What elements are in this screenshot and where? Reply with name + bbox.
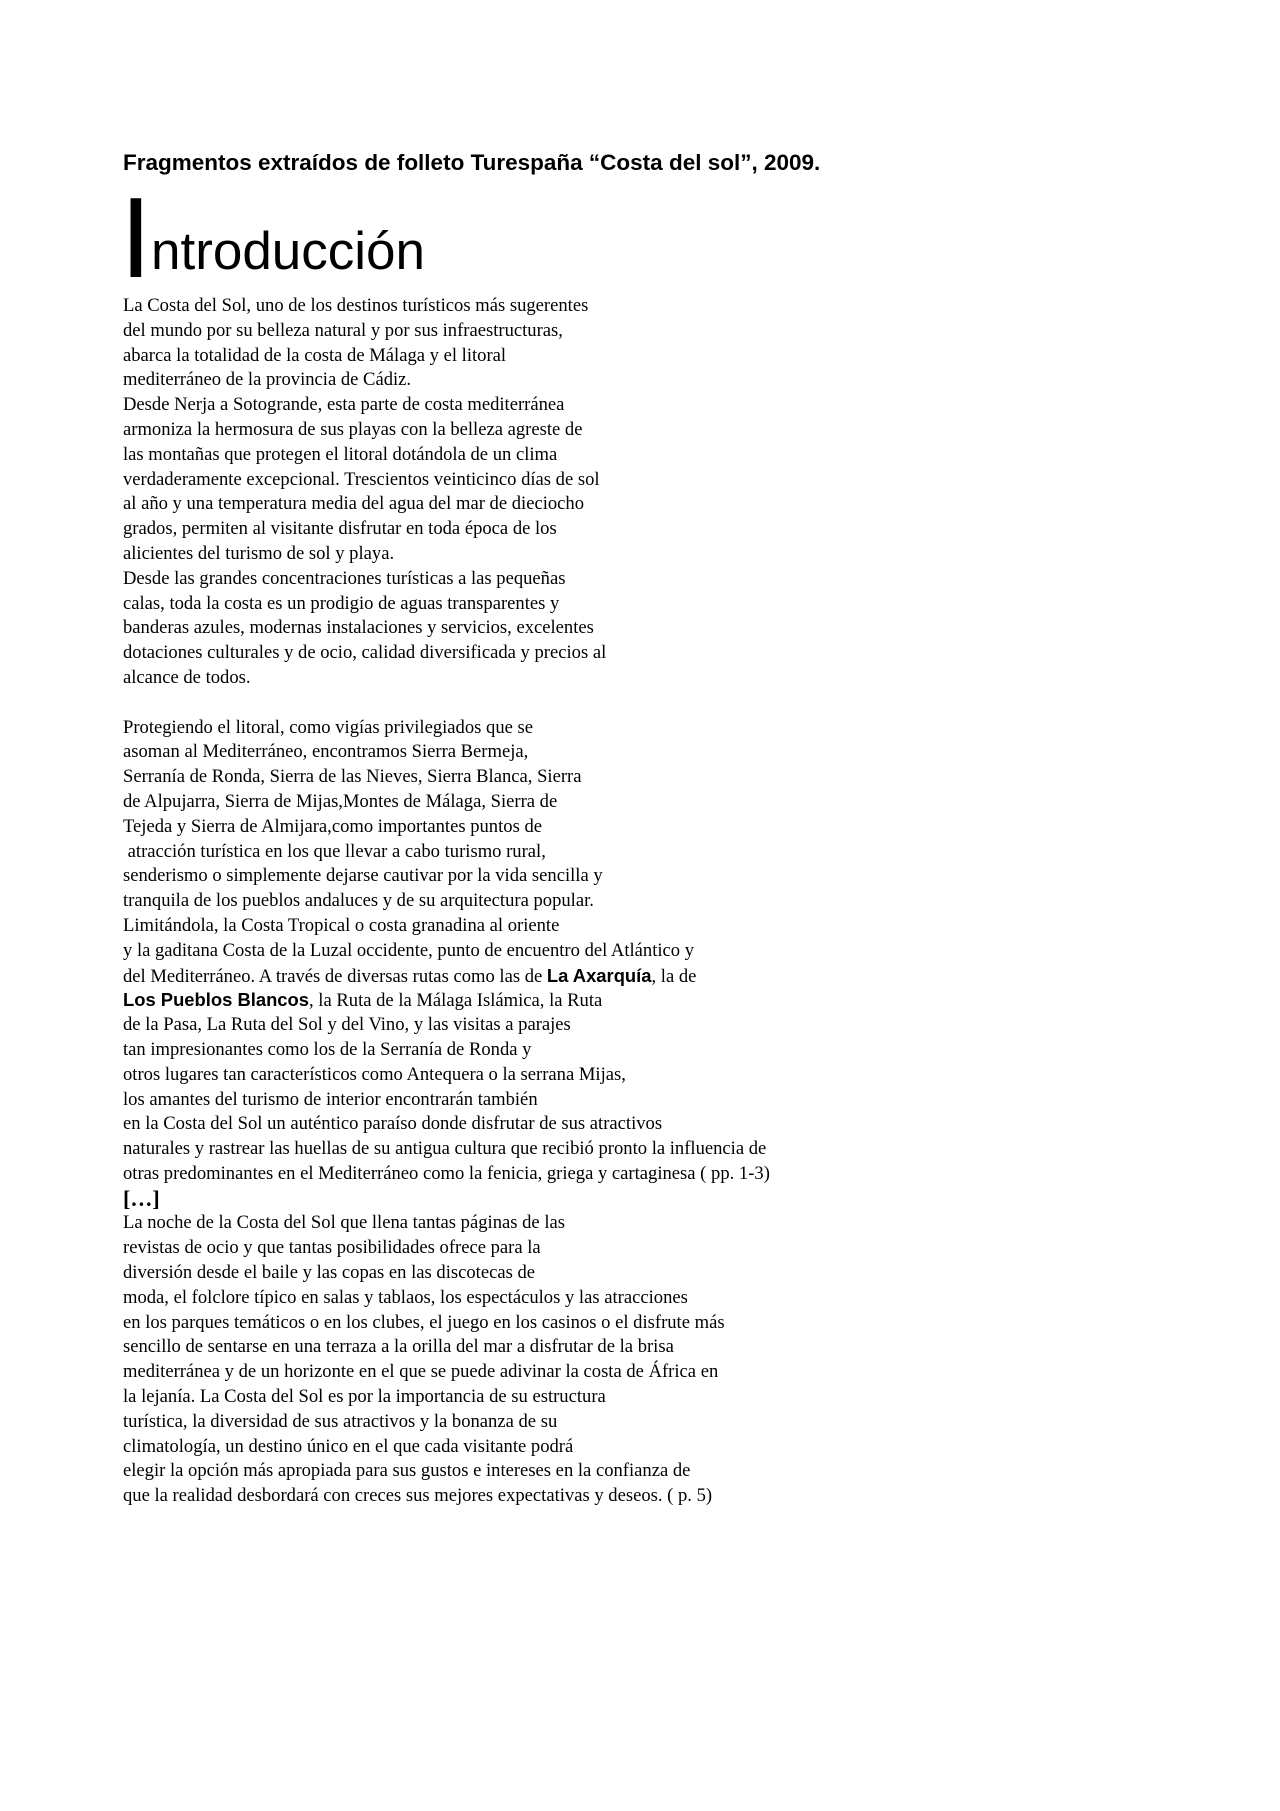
text-line: verdaderamente excepcional. Trescientos veinticinco días de sol (123, 468, 600, 490)
paragraph-gap (123, 691, 1123, 716)
text-line: calas, toda la costa es un prodigio de aguas transparentes y (123, 592, 560, 614)
text-line: los amantes del turismo de interior encontrarán también (123, 1088, 538, 1110)
route-pueblos-blancos: Los Pueblos Blancos (123, 989, 309, 1011)
text-line: climatología, un destino único en el que cada visitante podrá (123, 1435, 574, 1457)
line-pueblos-post: , la Ruta de la Málaga Islámica, la Ruta (309, 990, 603, 1012)
line-axarquia (123, 964, 1123, 989)
text-line: elegir la opción más apropiada para sus gustos e intereses en la confianza de (123, 1460, 691, 1482)
text-line: asoman al Mediterráneo, encontramos Sierra Bermeja, (123, 741, 529, 763)
line-axarquia-post: , la de (651, 965, 697, 987)
text-line: la lejanía. La Costa del Sol es por la importancia de su estructura (123, 1386, 606, 1408)
text-line: mediterránea y de un horizonte en el que se puede adivinar la costa de África en (123, 1361, 719, 1383)
paragraph-2-end (123, 1013, 1123, 1187)
text-line: en los parques temáticos o en los clubes, el juego en los casinos o el disfrute más (123, 1311, 725, 1333)
text-line: otras predominantes en el Mediterráneo como la fenicia, griega y cartaginesa ( pp. 1-3) (123, 1162, 770, 1184)
text-line: naturales y rastrear las huellas de su antigua cultura que recibió pronto la influencia de (123, 1138, 767, 1160)
text-line: de la Pasa, La Ruta del Sol y del Vino, y las visitas a parajes (123, 1014, 571, 1036)
text-line: abarca la totalidad de la costa de Málaga y el litoral (123, 344, 507, 366)
text-line: alcance de todos. (123, 666, 251, 688)
ellipsis: […] (123, 1185, 160, 1211)
text-line: tranquila de los pueblos andaluces y de su arquitectura popular. (123, 890, 594, 912)
text-line: Protegiendo el litoral, como vigías privilegiados que se (123, 716, 534, 738)
text-line: Limitándola, la Costa Tropical o costa granadina al oriente (123, 914, 560, 936)
text-line: revistas de ocio y que tantas posibilidades ofrece para la (123, 1237, 541, 1259)
line-pueblos (123, 988, 1123, 1013)
text-line: Serranía de Ronda, Sierra de las Nieves, Sierra Blanca, Sierra (123, 766, 582, 788)
section-title (120, 182, 1123, 282)
text-line: moda, el folclore típico en salas y tablaos, los espectáculos y las atracciones (123, 1286, 688, 1308)
text-line: que la realidad desbordará con creces sus mejores expectativas y deseos. ( p. 5) (123, 1485, 713, 1507)
text-line: La Costa del Sol, uno de los destinos turísticos más sugerentes (123, 295, 589, 316)
text-line: tan impresionantes como los de la Serranía de Ronda y (123, 1038, 532, 1060)
text-line: al año y una temperatura media del agua del mar de dieciocho (123, 493, 585, 515)
title-drop-cap: I (120, 182, 152, 282)
paragraph-1 (123, 294, 1123, 691)
body-text (123, 294, 1123, 1509)
route-axarquia: La Axarquía (546, 964, 652, 986)
title-text: ntroducción (151, 222, 426, 281)
text-line: turística, la diversidad de sus atractivos y la bonanza de su (123, 1410, 558, 1432)
text-line: banderas azules, modernas instalaciones y servicios, excelentes (123, 617, 594, 639)
paragraph-3 (123, 1211, 1123, 1509)
text-line: mediterráneo de la provincia de Cádiz. (123, 369, 412, 391)
text-line: atracción turística en los que llevar a cabo turismo rural, (123, 840, 546, 862)
text-line: otros lugares tan característicos como Antequera o la serrana Mijas, (123, 1063, 626, 1085)
text-line: sencillo de sentarse en una terraza a la orilla del mar a disfrutar de la brisa (123, 1336, 674, 1358)
text-line: dotaciones culturales y de ocio, calidad diversificada y precios al (123, 642, 607, 664)
text-line: Desde las grandes concentraciones turísticas a las pequeñas (123, 567, 566, 589)
text-line: alicientes del turismo de sol y playa. (123, 542, 395, 564)
document-header: Fragmentos extraídos de folleto Turespaña “Costa del sol”, 2009. (123, 150, 821, 175)
paragraph-2-start (123, 716, 1123, 964)
document-page (120, 148, 1123, 1509)
text-line: del mundo por su belleza natural y por sus infraestructuras, (123, 319, 563, 341)
text-line: Desde Nerja a Sotogrande, esta parte de costa mediterránea (123, 394, 565, 416)
text-line: Tejeda y Sierra de Almijara,como importantes puntos de (123, 815, 543, 837)
text-line: y la gaditana Costa de la Luzal occidente, punto de encuentro del Atlántico y (123, 939, 695, 961)
text-line: las montañas que protegen el litoral dotándola de un clima (123, 443, 558, 465)
text-line: grados, permiten al visitante disfrutar en toda época de los (123, 518, 557, 540)
text-line: armoniza la hermosura de sus playas con la belleza agreste de (123, 418, 583, 440)
text-line: diversión desde el baile y las copas en las discotecas de (123, 1262, 536, 1284)
text-line: La noche de la Costa del Sol que llena tantas páginas de las (123, 1212, 565, 1234)
line-axarquia-pre: del Mediterráneo. A través de diversas rutas como las de (123, 965, 547, 987)
text-line: de Alpujarra, Sierra de Mijas,Montes de Málaga, Sierra de (123, 790, 558, 812)
text-line: senderismo o simplemente dejarse cautivar por la vida sencilla y (123, 865, 603, 887)
text-line: en la Costa del Sol un auténtico paraíso donde disfrutar de sus atractivos (123, 1113, 663, 1135)
